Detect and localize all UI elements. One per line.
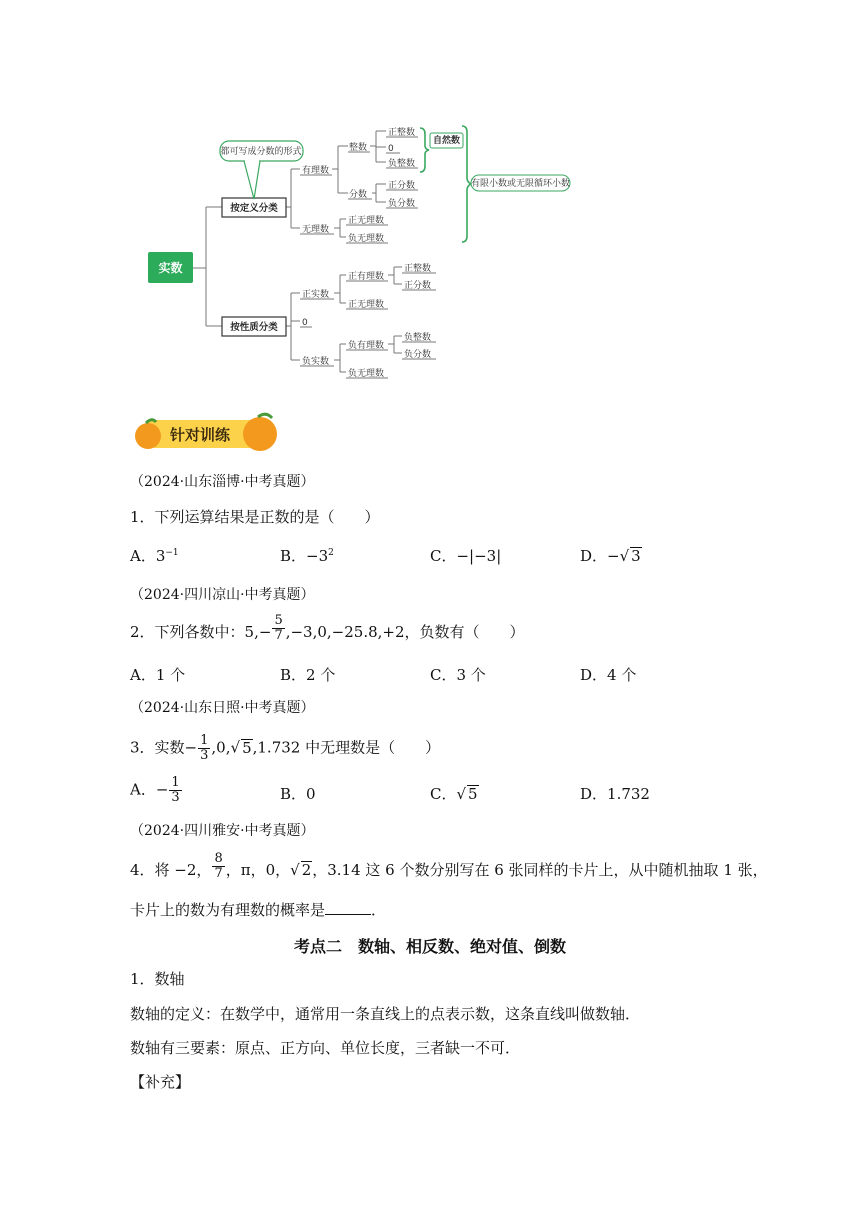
p-positive-fraction-label: 正分数 bbox=[404, 281, 432, 291]
positive-irrational-label-2: 正无理数 bbox=[348, 300, 385, 310]
positive-integer-label: 正整数 bbox=[388, 128, 416, 138]
negative-integer-label: 负整数 bbox=[388, 159, 416, 169]
section2-item1: 1．数轴 bbox=[130, 970, 185, 988]
rational-label: 有理数 bbox=[302, 166, 330, 176]
q3-option-d[interactable]: D．1.732 bbox=[580, 785, 650, 803]
positive-fraction-label: 正分数 bbox=[388, 181, 416, 191]
q4-stem-line2: 卡片上的数为有理数的概率是 ． bbox=[130, 901, 387, 919]
positive-irrational-label: 正无理数 bbox=[348, 216, 385, 226]
section-badge-label: 针对训练 bbox=[169, 426, 231, 444]
property-branch-label: 按性质分类 bbox=[230, 322, 278, 333]
supplement-label: 【补充】 bbox=[130, 1073, 191, 1091]
q2-stem: 2．下列各数中：5,− $\frac{5}{7}$ ,−3,0,−25.8,+2，负数有（ ） bbox=[130, 612, 525, 643]
negative-irrational-label-2: 负无理数 bbox=[348, 369, 385, 379]
q2-option-d[interactable]: D．4 个 bbox=[580, 666, 637, 684]
zero-real-label: 0 bbox=[302, 318, 308, 328]
q4-stem-line1: 4．将 −2， $\frac{8}{7}$ ，π，0，√ 2，3.14 这 6 个数分别写在 6 张同样的卡片上，从中随机抽取 1 张， bbox=[130, 850, 768, 881]
positive-real-label: 正实数 bbox=[302, 290, 330, 300]
q2-option-c[interactable]: C．3 个 bbox=[430, 666, 486, 684]
q1-option-d[interactable]: D．−√ 3 bbox=[580, 547, 641, 565]
natural-number-label: 自然数 bbox=[432, 136, 461, 146]
q3-option-b[interactable]: B．0 bbox=[280, 785, 316, 803]
q1-option-b[interactable]: B．$-3^2$ bbox=[280, 547, 334, 565]
negative-rational-label: 负有理数 bbox=[348, 341, 385, 351]
integer-label: 整数 bbox=[349, 143, 368, 153]
negative-real-label: 负实数 bbox=[302, 357, 330, 367]
negative-fraction-label: 负分数 bbox=[388, 199, 416, 209]
number-line-definition: 数轴的定义：在数学中，通常用一条直线上的点表示数，这条直线叫做数轴． bbox=[130, 1005, 641, 1023]
q1-stem: 1．下列运算结果是正数的是（ ） bbox=[130, 508, 380, 526]
number-line-elements: 数轴有三要素：原点、正方向、单位长度，三者缺一不可． bbox=[130, 1039, 521, 1057]
q4-answer-blank[interactable] bbox=[325, 900, 371, 915]
irrational-label: 无理数 bbox=[302, 225, 330, 235]
negative-irrational-label: 负无理数 bbox=[348, 234, 385, 244]
section-badge bbox=[132, 412, 282, 456]
real-number-mindmap bbox=[0, 0, 860, 400]
q3-option-c[interactable]: C．√ 5 bbox=[430, 785, 478, 803]
fraction-label: 分数 bbox=[349, 190, 368, 200]
q3-source: （2024·山东日照·中考真题） bbox=[130, 700, 315, 716]
orange-right-icon bbox=[243, 417, 277, 451]
callout-text: 都可写成分数的形式 bbox=[220, 147, 302, 157]
definition-branch-label: 按定义分类 bbox=[230, 203, 278, 214]
p-positive-integer-label: 正整数 bbox=[404, 264, 432, 274]
section2-title: 考点二 数轴、相反数、绝对值、倒数 bbox=[293, 937, 566, 956]
q3-stem: 3．实数− $\frac{1}{3}$ ,0,√ 5,1.732 中无理数是（ ） bbox=[130, 733, 441, 763]
zero-label: 0 bbox=[388, 144, 394, 154]
decimal-note-label: 有限小数或无限循环小数 bbox=[470, 179, 571, 189]
n-negative-fraction-label: 负分数 bbox=[404, 350, 432, 360]
q2-option-a[interactable]: A．1 个 bbox=[130, 666, 186, 684]
q1-source: （2024·山东淄博·中考真题） bbox=[130, 474, 315, 490]
orange-left-icon bbox=[135, 423, 161, 449]
root-label: 实数 bbox=[158, 261, 183, 275]
n-negative-integer-label: 负整数 bbox=[404, 333, 432, 343]
q1-option-c[interactable]: C．−|−3| bbox=[430, 547, 502, 565]
positive-rational-label: 正有理数 bbox=[348, 272, 385, 282]
q1-option-a[interactable]: A．$3^{-1}$ bbox=[130, 547, 179, 565]
q2-source: （2024·四川凉山·中考真题） bbox=[130, 587, 315, 603]
q3-option-a[interactable]: A．− $\frac{1}{3}$ bbox=[130, 775, 180, 805]
q4-source: （2024·四川雅安·中考真题） bbox=[130, 823, 315, 839]
q2-option-b[interactable]: B．2 个 bbox=[280, 666, 336, 684]
